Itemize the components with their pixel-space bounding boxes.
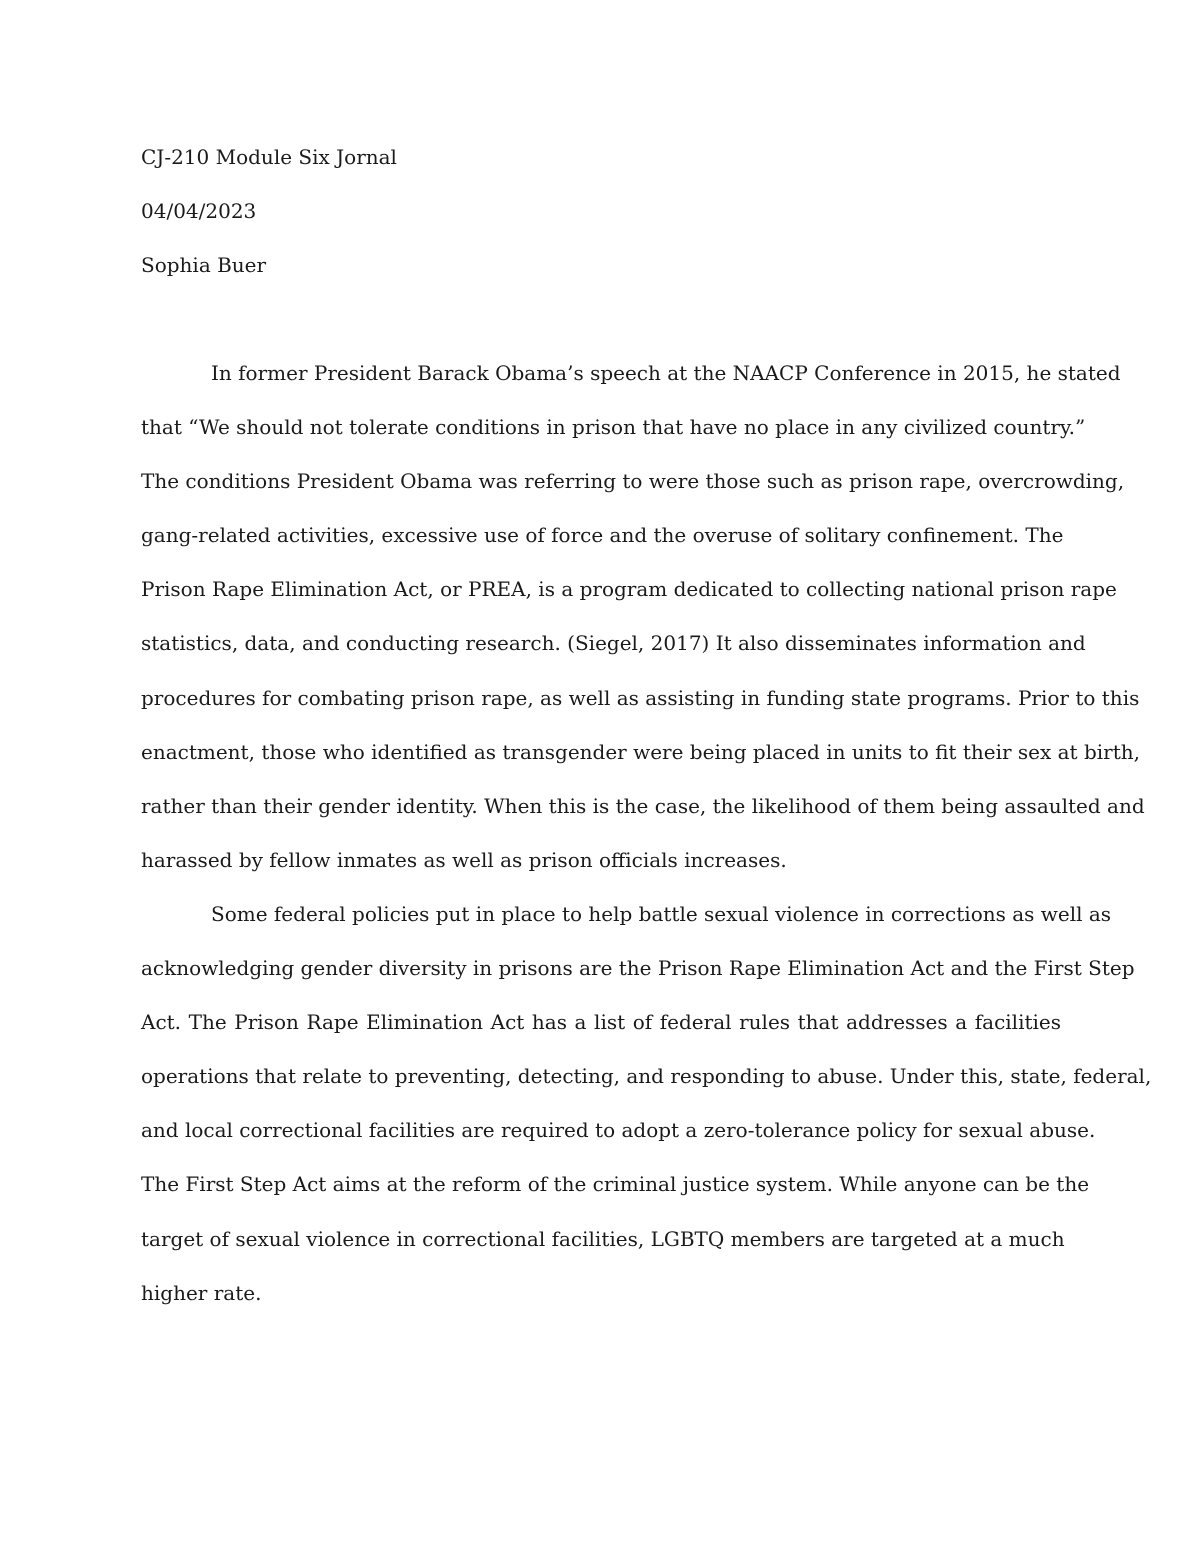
document-body	[141, 356, 1152, 1330]
paragraph-1	[141, 356, 1145, 897]
text-line: and local correctional facilities are required to adopt a zero-tolerance policy for sexual abuse.	[141, 1118, 1096, 1143]
text-line: higher rate.	[141, 1280, 262, 1305]
document-date: 04/04/2023	[141, 199, 257, 223]
document-header	[141, 140, 1061, 302]
text-line: enactment, those who identified as transgender were being placed in units to fit their sex at birth,	[141, 739, 1140, 764]
text-line: procedures for combating prison rape, as well as assisting in funding state programs. Prior to this	[141, 685, 1140, 710]
paragraph-2	[141, 897, 1152, 1330]
text-line: target of sexual violence in correctional facilities, LGBTQ members are targeted at a much	[141, 1226, 1065, 1251]
text-line: that “We should not tolerate conditions in prison that have no place in any civilized country.”	[141, 415, 1086, 440]
text-line: statistics, data, and conducting research. (Siegel, 2017) It also disseminates information and	[141, 631, 1086, 656]
text-line: The conditions President Obama was referring to were those such as prison rape, overcrowding,	[141, 469, 1125, 494]
text-line: acknowledging gender diversity in prisons are the Prison Rape Elimination Act and the First Step	[141, 956, 1135, 981]
text-line: The First Step Act aims at the reform of the criminal justice system. While anyone can be the	[141, 1172, 1090, 1197]
text-line: Some federal policies put in place to help battle sexual violence in corrections as well as	[211, 901, 1112, 926]
text-line: Prison Rape Elimination Act, or PREA, is a program dedicated to collecting national prison rape	[141, 577, 1117, 602]
text-line: gang-related activities, excessive use of force and the overuse of solitary confinement. The	[141, 523, 1064, 548]
course-title: CJ-210 Module Six Jornal	[141, 145, 397, 169]
text-line: Act. The Prison Rape Elimination Act has a list of federal rules that addresses a facilities	[141, 1010, 1061, 1035]
text-line: operations that relate to preventing, detecting, and responding to abuse. Under this, state, federal,	[141, 1064, 1152, 1089]
text-line: In former President Barack Obama’s speech at the NAACP Conference in 2015, he stated	[211, 361, 1121, 385]
author-name: Sophia Buer	[141, 253, 267, 277]
text-line: rather than their gender identity. When this is the case, the likelihood of them being assaulted and	[141, 793, 1145, 818]
text-line: harassed by fellow inmates as well as prison officials increases.	[141, 847, 787, 872]
